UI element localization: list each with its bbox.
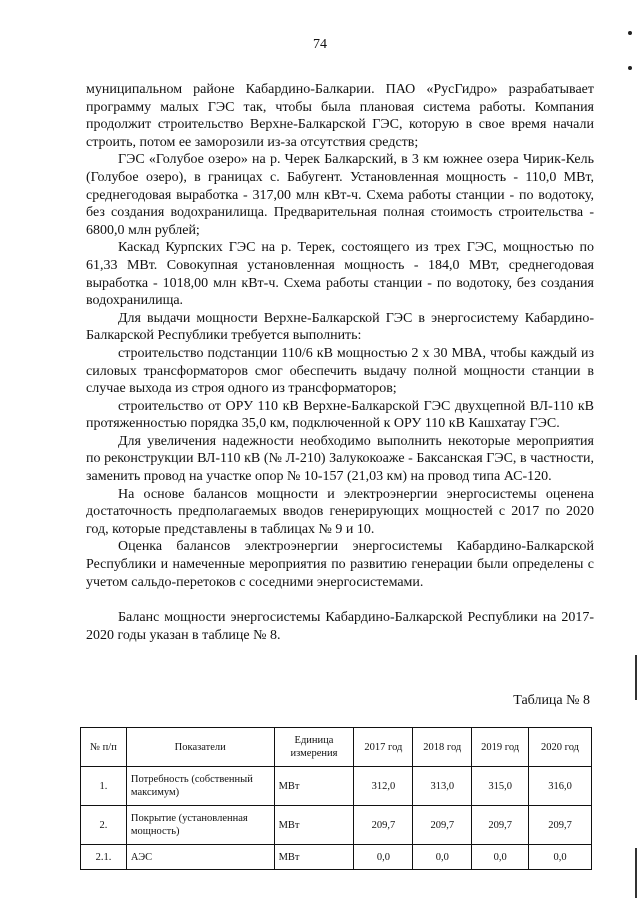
cell-value: 0,0 xyxy=(529,845,592,870)
cell-value: 313,0 xyxy=(413,767,472,806)
power-balance-table xyxy=(80,727,592,870)
scan-mark-dot xyxy=(628,66,632,70)
cell-value: 209,7 xyxy=(472,806,529,845)
paragraph: Оценка балансов электроэнергии энергосистемы Кабардино-Балкарской Республики и намеченные мероприятия по развитию генерации были определены с учетом сальдо-перетоков с соседними энергосистемами. xyxy=(86,539,594,590)
row-number: 2.1. xyxy=(81,845,127,870)
cell-value: 312,0 xyxy=(354,767,413,806)
row-unit: МВт xyxy=(274,767,354,806)
column-header: 2020 год xyxy=(529,728,592,767)
row-number: 2. xyxy=(81,806,127,845)
table-caption: Таблица № 8 xyxy=(513,693,590,708)
row-unit: МВт xyxy=(274,845,354,870)
paragraph: Для выдачи мощности Верхне-Балкарской ГЭС в энергосистему Кабардино-Балкарской Республики требуется выполнить: xyxy=(86,310,594,344)
table-header-row xyxy=(81,728,592,767)
cell-value: 0,0 xyxy=(413,845,472,870)
paragraph: ГЭС «Голубое озеро» на р. Черек Балкарский, в 3 км южнее озера Чирик-Кель (Голубое озеро), в границах с. Бабугент. Установленная мощность - 110,0 МВт, среднегодовая выработка - 317,00 млн кВт-ч. Схема работы станции - по водотоку, без создания водохранилища. Предварительная полная стоимость строительства - 6800,0 млн рублей; xyxy=(86,152,594,238)
scan-edge-line xyxy=(635,848,637,898)
column-header: Единица измерения xyxy=(274,728,354,767)
paragraph: На основе балансов мощности и электроэнергии энергосистемы оценена достаточность предполагаемых вводов генерирующих мощностей с 2017 по 2020 год, которые представлены в таблицах № 9 и 10. xyxy=(86,486,594,537)
page-number: 74 xyxy=(313,37,327,52)
row-indicator: Потребность (собственный максимум) xyxy=(126,767,274,806)
column-header: 2019 год xyxy=(472,728,529,767)
paragraph: строительство от ОРУ 110 кВ Верхне-Балкарской ГЭС двухцепной ВЛ-110 кВ протяженностью порядка 35,0 км, подключенной к ОРУ 110 кВ Кашхатау ГЭС. xyxy=(86,398,594,432)
paragraph: муниципальном районе Кабардино-Балкарии. ПАО «РусГидро» разрабатывает программу малых ГЭС так, чтобы была плановая система работы. Компания продолжит строительство Верхне-Балкарской ГЭС, которую в свое время начали строить, потом ее заморозили из-за отсутствия средств; xyxy=(86,82,594,150)
table-row xyxy=(81,806,592,845)
cell-value: 316,0 xyxy=(529,767,592,806)
paragraph: Баланс мощности энергосистемы Кабардино-Балкарской Республики на 2017-2020 годы указан в таблице № 8. xyxy=(86,610,594,643)
cell-value: 209,7 xyxy=(354,806,413,845)
column-header: № п/п xyxy=(81,728,127,767)
body-text xyxy=(86,81,594,644)
row-indicator: Покрытие (установленная мощность) xyxy=(126,806,274,845)
paragraph: строительство подстанции 110/6 кВ мощностью 2 х 30 МВА, чтобы каждый из силовых трансформаторов смог обеспечить выдачу полной мощности станции в случае выхода из строя одного из трансформаторов; xyxy=(86,345,594,397)
cell-value: 0,0 xyxy=(354,845,413,870)
row-indicator: АЭС xyxy=(126,845,274,870)
table-row xyxy=(81,767,592,806)
cell-value: 209,7 xyxy=(529,806,592,845)
row-unit: МВт xyxy=(274,806,354,845)
scan-edge-line xyxy=(635,655,637,700)
cell-value: 315,0 xyxy=(472,767,529,806)
column-header: Показатели xyxy=(126,728,274,767)
cell-value: 0,0 xyxy=(472,845,529,870)
table-row xyxy=(81,845,592,870)
paragraph: Каскад Курпских ГЭС на р. Терек, состоящего из трех ГЭС, мощностью по 61,33 МВт. Совокупная установленная мощность - 184,0 МВт, среднегодовая выработка - 1018,00 млн кВт-ч. Схема работы станции - по водотоку, без создания водохранилища. xyxy=(86,240,594,309)
cell-value: 209,7 xyxy=(413,806,472,845)
scan-mark-dot xyxy=(628,31,632,35)
paragraph: Для увеличения надежности необходимо выполнить некоторые мероприятия по реконструкции ВЛ-110 кВ (№ Л-210) Залукокоаже - Баксанская ГЭС, в частности, заменить провод на участке опор № 10-157 (21,03 км) на провод типа АС-120. xyxy=(86,433,594,485)
column-header: 2017 год xyxy=(354,728,413,767)
row-number: 1. xyxy=(81,767,127,806)
column-header: 2018 год xyxy=(413,728,472,767)
